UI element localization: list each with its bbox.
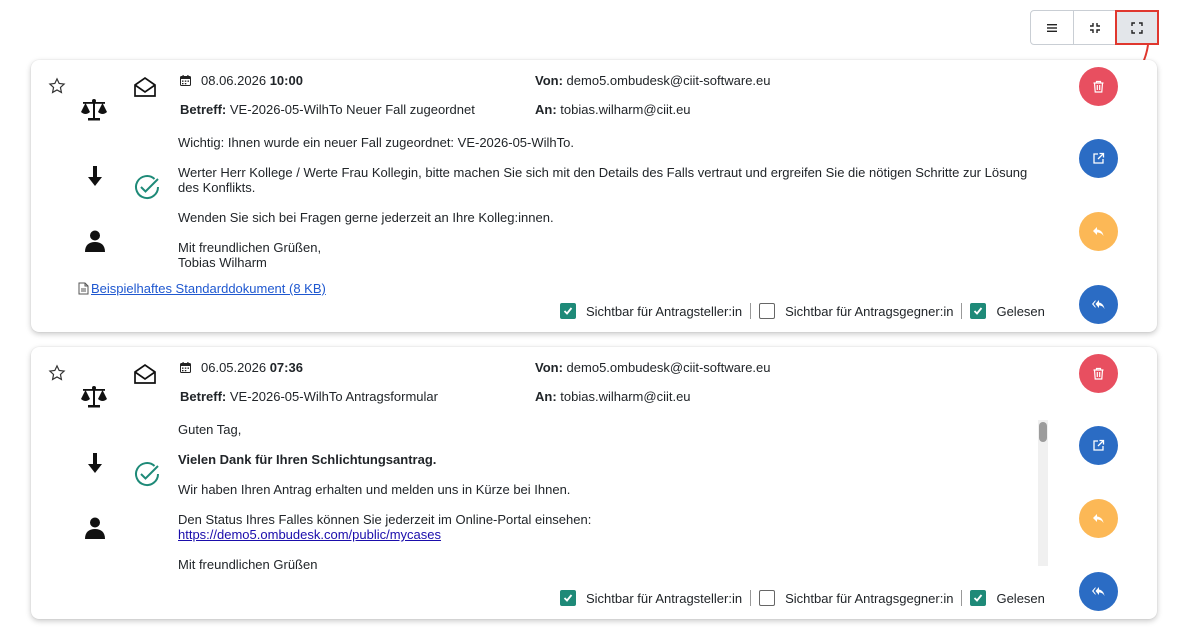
check-circle-icon [133,173,161,201]
reply-button[interactable] [1079,212,1118,251]
message-card [31,347,1157,619]
divider [750,590,751,606]
time-value: 07:36 [269,360,303,375]
message-subject: Betreff: VE-2026-05-WilhTo Antragsformular [180,389,438,404]
body-paragraph: Werter Herr Kollege / Werte Frau Kollegin, bitte machen Sie sich mit den Details des Falls vertraut und ergreifen Sie die nötigen Schritte zur Lösung des Konflikts. [178,165,1028,195]
list-icon [1046,22,1058,34]
person-icon [85,230,105,252]
calendar-icon [180,75,191,86]
message-from: Von: demo5.ombudesk@ciit-software.eu [535,360,771,375]
scale-icon [80,385,108,409]
message-date [180,73,303,88]
compact-view-button[interactable] [1074,11,1117,44]
time-value: 10:00 [269,73,303,88]
reply-all-icon [1092,585,1105,598]
envelope-open-icon [133,75,157,99]
reply-all-button[interactable] [1079,572,1118,611]
message-card [31,60,1157,332]
body-paragraph: Wir haben Ihren Antrag erhalten und melden uns in Kürze bei Ihnen. [178,482,571,497]
trash-icon [1092,367,1105,380]
delete-button[interactable] [1079,354,1118,393]
date-value: 06.05.2026 [201,360,267,375]
visibility-options [560,303,1045,319]
divider [961,590,962,606]
read-checkbox[interactable]: Gelesen [970,303,1044,319]
attachment [78,281,326,296]
calendar-icon [180,362,191,373]
open-external-button[interactable] [1079,139,1118,178]
expanded-view-button[interactable] [1116,11,1158,44]
list-view-button[interactable] [1031,11,1074,44]
person-icon [85,517,105,539]
body-paragraph: Vielen Dank für Ihren Schlichtungsantrag. [178,452,437,467]
message-date [180,360,303,375]
body-scrollbar[interactable] [1038,420,1048,566]
visible-applicant-checkbox[interactable]: Sichtbar für Antragsteller:in [560,303,742,319]
check-circle-icon [133,460,161,488]
reply-icon [1092,225,1105,238]
arrow-down-icon [87,165,103,187]
message-body [178,135,1048,270]
reply-all-button[interactable] [1079,285,1118,324]
date-value: 08.06.2026 [201,73,267,88]
star-icon[interactable] [48,364,66,382]
portal-link[interactable]: https://demo5.ombudesk.com/public/mycases [178,527,442,542]
body-paragraph: Den Status Ihres Falles können Sie jederzeit im Online-Portal einsehen: https://demo5.ombudesk.com/public/mycases [178,512,592,542]
external-link-icon [1092,152,1105,165]
divider [750,303,751,319]
body-paragraph: Mit freundlichen Grüßen, Tobias Wilharm [178,240,322,270]
body-paragraph: Wichtig: Ihnen wurde ein neuer Fall zugeordnet: VE-2026-05-WilhTo. [178,135,574,150]
scrollbar-thumb[interactable] [1039,422,1047,442]
message-to: An: tobias.wilharm@ciit.eu [535,389,691,404]
divider [961,303,962,319]
scale-icon [80,98,108,122]
envelope-open-icon [133,362,157,386]
delete-button[interactable] [1079,67,1118,106]
visible-applicant-checkbox[interactable]: Sichtbar für Antragsteller:in [560,590,742,606]
body-paragraph: Mit freundlichen Grüßen [178,557,318,572]
reply-button[interactable] [1079,499,1118,538]
star-icon[interactable] [48,77,66,95]
visible-opponent-checkbox[interactable]: Sichtbar für Antragsgegner:in [759,590,953,606]
body-paragraph: Guten Tag, [178,422,242,437]
arrow-down-icon [87,452,103,474]
expand-icon [1131,22,1143,34]
message-body[interactable] [178,422,1048,572]
message-subject: Betreff: VE-2026-05-WilhTo Neuer Fall zugeordnet [180,102,475,117]
read-checkbox[interactable]: Gelesen [970,590,1044,606]
external-link-icon [1092,439,1105,452]
compress-icon [1089,22,1101,34]
trash-icon [1092,80,1105,93]
reply-all-icon [1092,298,1105,311]
file-icon [78,282,89,295]
message-from: Von: demo5.ombudesk@ciit-software.eu [535,73,771,88]
visible-opponent-checkbox[interactable]: Sichtbar für Antragsgegner:in [759,303,953,319]
message-to: An: tobias.wilharm@ciit.eu [535,102,691,117]
attachment-link[interactable]: Beispielhaftes Standarddokument (8 KB) [91,281,326,296]
visibility-options [560,590,1045,606]
open-external-button[interactable] [1079,426,1118,465]
body-paragraph: Wenden Sie sich bei Fragen gerne jederzeit an Ihre Kolleg:innen. [178,210,554,225]
view-toggle-group [1030,10,1159,45]
reply-icon [1092,512,1105,525]
